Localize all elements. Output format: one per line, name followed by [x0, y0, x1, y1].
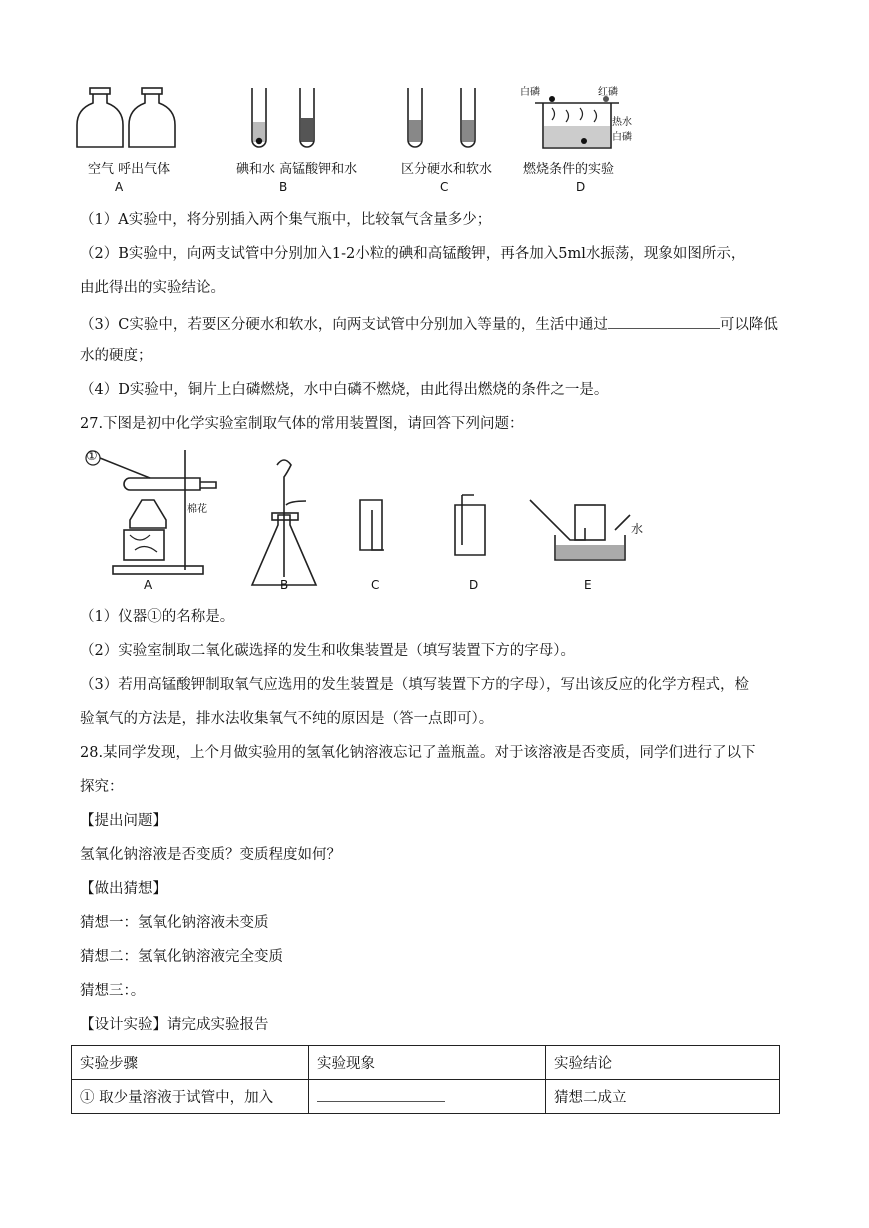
label-water: 水: [631, 522, 644, 536]
q26-part4: （4）D实验中，铜片上白磷燃烧，水中白磷不燃烧，由此得出燃烧的条件之一是。: [80, 382, 609, 398]
q26-part2-line1: （2）B实验中，向两支试管中分别加入1-2小粒的碘和高锰酸钾，再各加入5ml水振荡，现象如图所示，: [80, 246, 746, 262]
q26-part3-post: 可以降低: [719, 317, 778, 333]
header-conclusion: 实验结论: [546, 1046, 780, 1080]
header-step: 实验步骤: [72, 1046, 309, 1080]
table-header-row: [72, 1046, 780, 1080]
q27-title: 27.下图是初中化学实验室制取气体的常用装置图，请回答下列问题：: [80, 416, 524, 432]
q28-heading-question: 【提出问题】: [80, 813, 167, 829]
figure-2-letter-a: A: [144, 578, 153, 592]
row1-step: ① 取少量溶液于试管中，加入: [72, 1080, 309, 1114]
figure-1-label-b: 碘和水 高锰酸钾和水: [236, 162, 358, 177]
q27-part3-line1: （3）若用高锰酸钾制取氧气应选用的发生装置是（填写装置下方的字母），写出该反应的化学方程式，检: [80, 677, 749, 693]
figure-2-letter-d: D: [469, 578, 479, 592]
figure-1-label-d: 燃烧条件的实验: [523, 162, 615, 177]
q28-guess-3: 猜想三：。: [80, 983, 146, 999]
q27-part3-line2: 验氧气的方法是，排水法收集氧气不纯的原因是（答一点即可）。: [80, 711, 494, 727]
q28-guess-1: 猜想一：氢氧化钠溶液未变质: [80, 915, 269, 931]
figure-2-letter-e: E: [584, 578, 592, 592]
q28-question: 氢氧化钠溶液是否变质？变质程度如何？: [80, 847, 341, 863]
label-white-phosphorus: 白磷: [520, 87, 540, 98]
alcohol-lamp: [130, 500, 166, 528]
figure-2-letter-b: B: [280, 578, 289, 592]
q26-part2-line2: 由此得出的实验结论。: [80, 280, 225, 296]
answer-blank-phenomenon[interactable]: [317, 1087, 445, 1102]
q28-title-line1: 28.某同学发现，上个月做实验用的氢氧化钠溶液忘记了盖瓶盖。对于该溶液是否变质，同学们进行了以下: [80, 745, 756, 761]
table-row: [72, 1080, 780, 1114]
label-hot-water: 热水: [612, 117, 632, 128]
q27-part1: （1）仪器①的名称是。: [80, 609, 235, 625]
figure-1-letter-a: A: [115, 180, 124, 194]
test-tube-horizontal: [124, 478, 200, 490]
figure-1-letter-d: D: [576, 180, 586, 194]
row1-conclusion: 猜想二成立: [546, 1080, 780, 1114]
header-phenomenon: 实验现象: [309, 1046, 546, 1080]
q27-part2: （2）实验室制取二氧化碳选择的发生和收集装置是（填写装置下方的字母）。: [80, 643, 575, 659]
q26-part3-line2: 水的硬度；: [80, 348, 153, 364]
label-white-phosphorus-water: 白磷: [612, 132, 632, 143]
gas-bottle-c: [360, 500, 382, 550]
q28-guess-2: 猜想二：氢氧化钠溶液完全变质: [80, 949, 283, 965]
q28-title-line2: 探究：: [80, 779, 124, 795]
figure-1-letter-b: B: [279, 180, 288, 194]
figure-2-marker: ①: [86, 449, 98, 464]
gas-bottle-d: [455, 505, 485, 555]
experiment-report-table: [71, 1045, 780, 1114]
figure-1-label-a: 空气 呼出气体: [88, 162, 171, 177]
figure-2-drawing: [0, 0, 869, 600]
figure-1-letter-c: C: [440, 180, 449, 194]
collecting-bottle: [575, 505, 605, 540]
row1-phenomenon: [309, 1080, 546, 1114]
figure-2-letter-c: C: [371, 578, 380, 592]
long-neck-funnel: [277, 460, 291, 577]
q28-heading-guess: 【做出猜想】: [80, 881, 167, 897]
figure-1-label-c: 区分硬水和软水: [401, 162, 493, 177]
label-cotton: 棉花: [187, 504, 207, 515]
q26-part3-pre: （3）C实验中，若要区分硬水和软水，向两支试管中分别加入等量的，生活中通过: [80, 317, 608, 333]
q28-heading-design: 【设计实验】请完成实验报告: [80, 1017, 269, 1033]
label-red-phosphorus: 红磷: [598, 87, 618, 98]
q26-part1: （1）A实验中，将分别插入两个集气瓶中，比较氧气含量多少；: [80, 212, 492, 228]
